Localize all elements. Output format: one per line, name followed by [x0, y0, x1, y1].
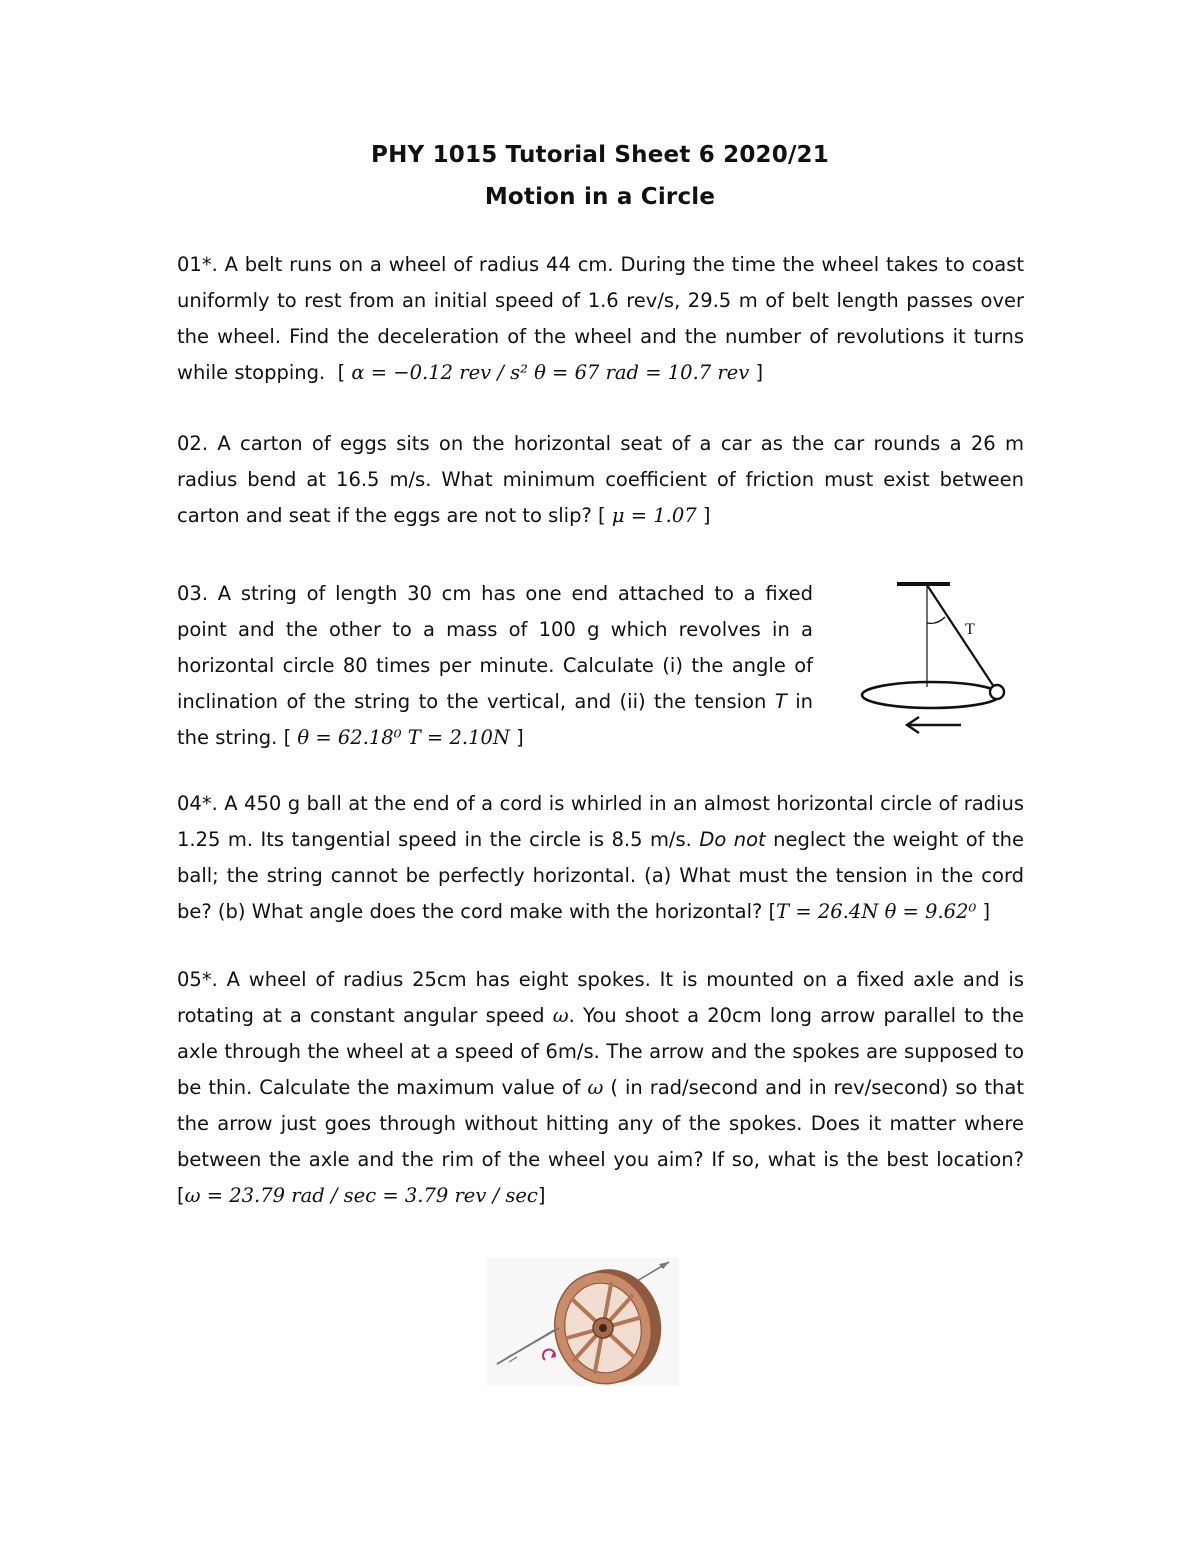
question-number: 01*.	[177, 253, 218, 276]
omega-symbol: ω	[552, 1004, 569, 1027]
question-text: A string of length 30 cm has one end attached to a fixed point and the other to a mass of 100 g which revolves in a horizontal circle 80 times per minute. Calculate (i) the angle of inclination of the string to the vertical, and (ii) the tension	[177, 582, 813, 713]
question-text-end: ( in rad/second and in rev/second) so that the arrow just goes through without hitting any of the spokes. Does it matter where between the axle and the rim of the wheel you aim? If so, what is the best location?	[177, 1076, 1024, 1171]
orbit-ellipse	[862, 682, 1000, 708]
question-number: 02.	[177, 432, 209, 455]
question-4: 04*. A 450 g ball at the end of a cord is whirled in an almost horizontal circle of radius 1.25 m. Its tangential speed in the circle is 8.5 m/s. Do not neglect the weight of the ball; the string cannot be perfectly horizontal. (a) What must the tension in the cord be? (b) What angle does the cord make with the horizontal? [T = 26.4N θ = 9.62⁰ ]	[177, 792, 1024, 923]
tension-label: T	[965, 621, 975, 638]
tension-symbol: T	[774, 690, 787, 713]
emphasis-text: Do not	[699, 828, 766, 851]
answer: μ = 1.07	[611, 504, 697, 527]
omega-symbol: ω	[587, 1076, 604, 1099]
answer: θ = 62.18⁰ T = 2.10N	[297, 726, 510, 749]
question-number: 04*.	[177, 792, 218, 815]
wheel-arrow-figure	[487, 1258, 679, 1386]
question-2: 02. A carton of eggs sits on the horizontal seat of a car as the car rounds a 26 m radius bend at 16.5 m/s. What minimum coefficient of friction must exist between carton and seat if the eggs are not to slip? [ μ = 1.07 ]	[177, 432, 1024, 527]
sheet-subtitle: Motion in a Circle	[484, 184, 716, 210]
question-text-end: in the string.	[177, 690, 813, 749]
bob-mass	[990, 685, 1004, 699]
question-1: 01*. A belt runs on a wheel of radius 44 cm. During the time the wheel takes to coast uniformly to rest from an initial speed of 1.6 rev/s, 29.5 m of belt length passes over the wheel. Find the deceleration of the wheel and the number of revolutions it turns while stopping. [ α = −0.12 rev / s² θ = 67 rad = 10.7 rev ]	[177, 253, 1024, 384]
string-line	[927, 585, 996, 690]
question-5: 05*. A wheel of radius 25cm has eight spokes. It is mounted on a fixed axle and is rotating at a constant angular speed ω. You shoot a 20cm long arrow parallel to the axle through the wheel at a speed of 6m/s. The arrow and the spokes are supposed to be thin. Calculate the maximum value of ω ( in rad/second and in rev/second) so that the arrow just goes through without hitting any of the spokes. Does it matter where between the axle and the rim of the wheel you aim? If so, what is the best location? [ω = 23.79 rad / sec = 3.79 rev / sec]	[177, 968, 1025, 1207]
question-3: 03. A string of length 30 cm has one end attached to a fixed point and the other to a mass of 100 g which revolves in a horizontal circle 80 times per minute. Calculate (i) the angle of inclination of the string to the vertical, and (ii) the tension T in the string. [ θ = 62.18⁰ T = 2.10N ]	[177, 582, 813, 749]
question-text: A carton of eggs sits on the horizontal seat of a car as the car rounds a 26 m radius bend at 16.5 m/s. What minimum coefficient of friction must exist between carton and seat if the eggs are not to slip?	[177, 432, 1024, 527]
question-text: A belt runs on a wheel of radius 44 cm. During the time the wheel takes to coast uniformly to rest from an initial speed of 1.6 rev/s, 29.5 m of belt length passes over the wheel. Find the deceleration of the wheel and the number of revolutions it turns while stopping.	[177, 253, 1024, 384]
answer: ω = 23.79 rad / sec = 3.79 rev / sec	[184, 1184, 538, 1207]
question-text-end: neglect the weight of the ball; the string cannot be perfectly horizontal. (a) What must the tension in the cord be? (b) What angle does the cord make with the horizontal?	[177, 828, 1024, 923]
question-number: 05*.	[177, 968, 218, 991]
conical-pendulum-figure	[855, 575, 1015, 740]
answer: α = −0.12 rev / s² θ = 67 rad = 10.7 rev	[351, 361, 750, 384]
question-text-mid: . You shoot a 20cm long arrow parallel to the axle through the wheel at a speed of 6m/s. The arrow and the spokes are supposed to be thin. Calculate the maximum value of	[177, 1004, 1025, 1099]
angle-arc	[927, 617, 945, 623]
sheet-title: PHY 1015 Tutorial Sheet 6 2020/21	[371, 142, 829, 168]
question-text: A wheel of radius 25cm has eight spokes. It is mounted on a fixed axle and is rotating at a constant angular speed	[177, 968, 1024, 1027]
answer: T = 26.4N θ = 9.62⁰	[776, 900, 977, 923]
question-text: A 450 g ball at the end of a cord is whirled in an almost horizontal circle of radius 1.25 m. Its tangential speed in the circle is 8.5 m/s.	[177, 792, 1024, 851]
question-number: 03.	[177, 582, 209, 605]
wheel-axle	[599, 1324, 607, 1332]
